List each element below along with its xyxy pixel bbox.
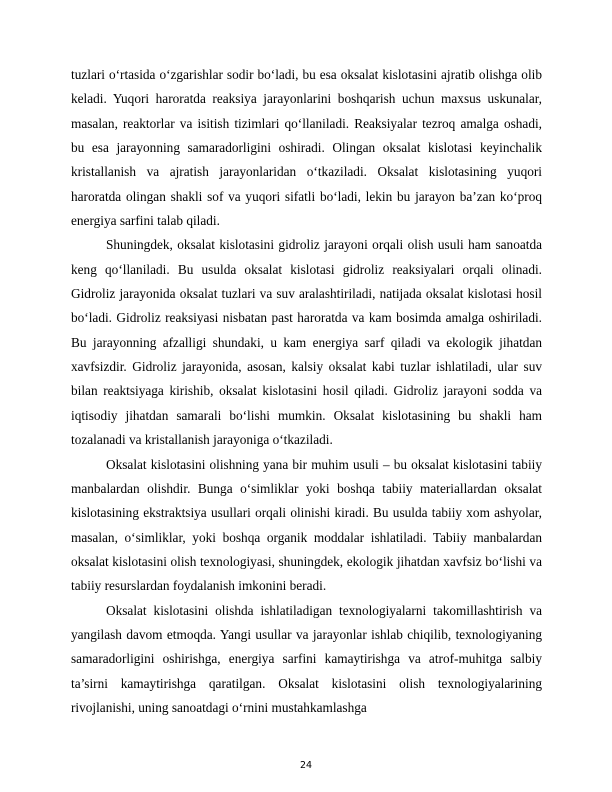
paragraph-continuation: tuzlari o‘rtasida o‘zgarishlar sodir bo‘ladi, bu esa oksalat kislotasini ajratib olishga olib keladi. Yuqori haroratda reaksiya jarayonlarini boshqarish uchun maxsus uskunalar, masalan, reaktorlar va isitish tizimlari qo‘llaniladi. Reaksiyalar tezroq amalga oshadi, bu esa jarayonning samaradorligini oshiradi. Olingan oksalat kislotasi keyinchalik kristallanish va ajratish jarayonlaridan o‘tkaziladi. Oksalat kislotasining yuqori haroratda olingan shakli sof va yuqori sifatli bo‘ladi, lekin bu jarayon ba’zan ko‘proq energiya sarfini talab qiladi. bbox=[71, 67, 542, 229]
paragraph-natural-sources: Oksalat kislotasini olishning yana bir muhim usuli – bu oksalat kislotasini tabiiy manbalardan olishdir. Bunga o‘simliklar yoki boshqa tabiiy materiallardan oksalat kislotasining ekstraktsiya usullari orqali olinishi kiradi. Bu usulda tabiiy xom ashyolar, masalan, o‘simliklar, yoki boshqa organik moddalar ishlatiladi. Tabiiy manbalardan oksalat kislotasini olish texnologiyasi, shuningdek, ekologik jihatdan xavfsiz bo‘lishi va tabiiy resurslardan foydalanish imkonini beradi. bbox=[71, 456, 542, 594]
page-number: 24 bbox=[299, 760, 313, 771]
body-text bbox=[71, 63, 542, 720]
paragraph-hydrolysis-method: Shuningdek, oksalat kislotasini gidroliz jarayoni orqali olish usuli ham sanoatda keng qo‘llaniladi. Bu usulda oksalat kislotasi gidroliz reaksiyalari orqali olinadi. Gidroliz jarayonida oksalat tuzlari va suv aralashtiriladi, natijada oksalat kislotasi hosil bo‘ladi. Gidroliz reaksiyasi nisbatan past haroratda va kam bosimda amalga oshiriladi. Bu jarayonning afzalligi shundaki, u kam energiya sarf qiladi va ekologik jihatdan xavfsizdir. Gidroliz jarayonida, asosan, kalsiy oksalat kabi tuzlar ishlatiladi, ular suv bilan reaktsiyaga kirishib, oksalat kislotasini hosil qiladi. Gidroliz jarayoni sodda va iqtisodiy jihatdan samarali bo‘lishi mumkin. Oksalat kislotasining bu shakli ham tozalanadi va kristallanish jarayoniga o‘tkaziladi. bbox=[71, 237, 542, 448]
paragraph-technology-improvement: Oksalat kislotasini olishda ishlatiladigan texnologiyalarni takomillashtirish va yangilash davom etmoqda. Yangi usullar va jarayonlar ishlab chiqilib, texnologiyaning samaradorligini oshirishga, energiya sarfini kamaytirishga va atrof-muhitga salbiy ta’sirni kamaytirishga qaratilgan. Oksalat kislotasini olish texnologiyalarining rivojlanishi, uning sanoatdagi o‘rnini mustahkamlashga bbox=[71, 602, 542, 715]
